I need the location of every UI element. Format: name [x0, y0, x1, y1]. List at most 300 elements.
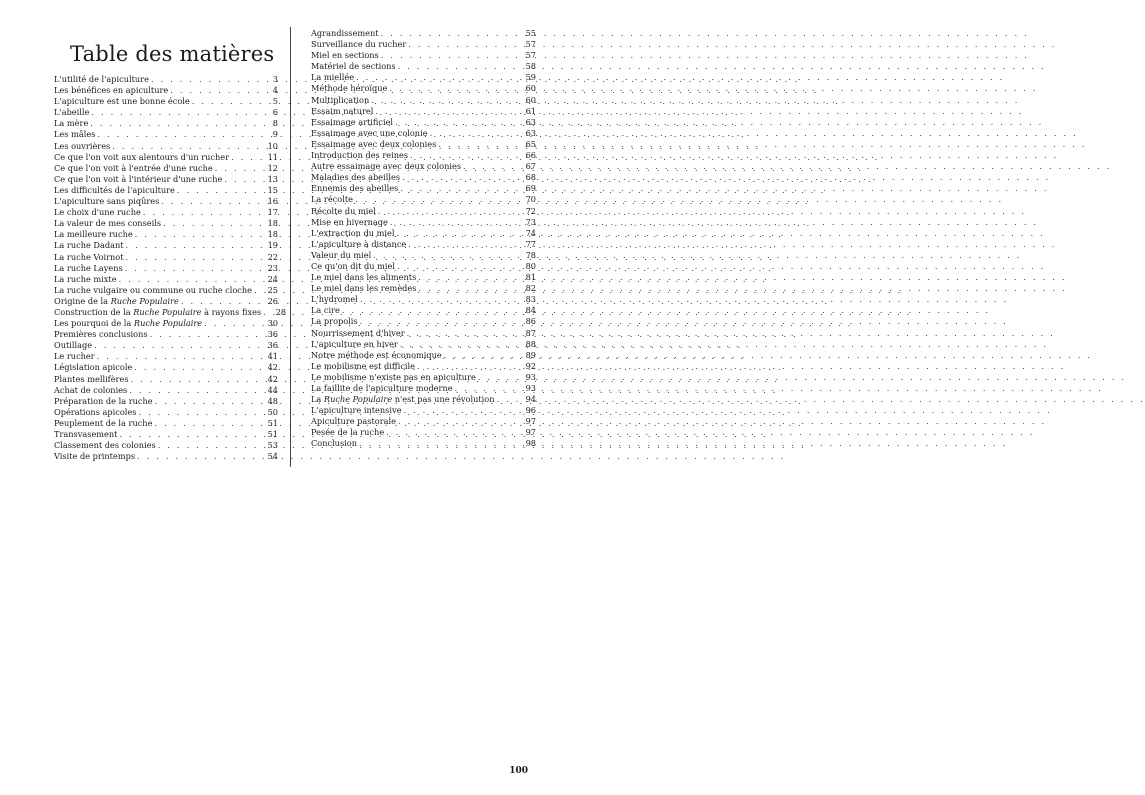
- toc-entry: [54, 451, 278, 462]
- toc-entry-title: Classement des colonies: [54, 440, 156, 451]
- dot-leader: [137, 451, 261, 462]
- toc-entry-page: 23: [267, 262, 278, 273]
- toc-entry: [54, 107, 278, 118]
- toc-entry-page: 42: [267, 362, 278, 373]
- toc-entry-title: La cire: [311, 305, 340, 316]
- toc-entry-page: 15: [267, 184, 278, 195]
- toc-entry: [54, 229, 278, 240]
- toc-entry-page: 18: [267, 218, 278, 229]
- dot-leader: [155, 396, 261, 407]
- dot-leader: [126, 240, 261, 251]
- toc-entry: [311, 372, 536, 383]
- toc-entry-page: 30: [267, 318, 278, 329]
- dot-leader: [181, 296, 261, 307]
- toc-entry: [311, 239, 536, 250]
- toc-entry: [54, 274, 278, 285]
- dot-leader: [410, 150, 519, 161]
- dot-leader: [408, 39, 519, 50]
- dot-leader: [170, 85, 261, 96]
- dot-leader: [254, 285, 261, 296]
- toc-entry-title: Ce qu'on dit du miel: [311, 260, 395, 271]
- toc-entry: [311, 139, 536, 150]
- toc-entry: [54, 152, 278, 163]
- toc-entry: [311, 50, 536, 61]
- dot-leader: [97, 129, 261, 140]
- toc-entry-page: 22: [267, 251, 278, 262]
- toc-entry-page: 48: [267, 395, 278, 406]
- toc-entry-page: 93: [525, 371, 536, 382]
- toc-entry-page: 41: [267, 351, 278, 362]
- toc-entry-page: 97: [525, 416, 536, 427]
- toc-entry: [311, 405, 536, 416]
- toc-entry-title: Essaim naturel: [311, 105, 374, 116]
- toc-entry-page: 18: [267, 229, 278, 240]
- dot-leader: [444, 350, 519, 361]
- toc-entry-title: Miel en sections: [311, 50, 379, 61]
- toc-entry: [311, 106, 536, 117]
- dot-leader: [389, 83, 519, 94]
- toc-entry-title: La récolte: [311, 194, 353, 205]
- dot-leader: [375, 106, 519, 117]
- toc-entry-page: 70: [525, 194, 536, 205]
- toc-entry-page: 82: [525, 283, 536, 294]
- toc-entry-page: 36: [267, 329, 278, 340]
- toc-entry: [311, 161, 536, 172]
- dot-leader: [90, 118, 261, 129]
- toc-entry-page: 72: [525, 205, 536, 216]
- dot-leader: [463, 161, 519, 172]
- dot-leader: [390, 217, 519, 228]
- toc-entry-title: Autre essaimage avec deux colonies: [311, 161, 462, 172]
- toc-entry: [54, 252, 278, 263]
- toc-entry-page: 51: [267, 417, 278, 428]
- toc-entry-title: Les mâles: [54, 129, 96, 140]
- toc-entry-title: Méthode héroïque: [311, 83, 388, 94]
- toc-entry: [311, 283, 536, 294]
- toc-entry: [54, 163, 278, 174]
- toc-entry: [54, 340, 278, 351]
- toc-entry-title: La miellée: [311, 72, 355, 83]
- italic-title: Ruche Populaire: [323, 394, 393, 405]
- dot-leader: [129, 385, 261, 396]
- toc-entry-title: Mise en hivernage: [311, 216, 388, 227]
- toc-entry: [54, 285, 278, 296]
- toc-entry-page: 65: [525, 138, 536, 149]
- toc-entry-title: Peuplement de la ruche: [54, 417, 153, 428]
- toc-entry-title: L'extraction du miel: [311, 227, 395, 238]
- toc-entry: [311, 183, 536, 194]
- toc-entry-page: 24: [267, 273, 278, 284]
- toc-entry-page: 66: [525, 150, 536, 161]
- toc-entry-page: 84: [525, 305, 536, 316]
- dot-leader: [154, 418, 261, 429]
- toc-entry-title: Construction de la Ruche Populaire à rayons fixes: [54, 306, 262, 317]
- toc-entry-title: Plantes mellifères: [54, 373, 129, 384]
- dot-leader: [134, 362, 261, 373]
- toc-entry-title: Essaimage artificiel: [311, 116, 394, 127]
- toc-entry-page: 98: [525, 438, 536, 449]
- dot-leader: [204, 318, 261, 329]
- dot-leader: [408, 239, 519, 250]
- dot-leader: [119, 429, 261, 440]
- toc-entry-title: Essaimage avec deux colonies: [311, 138, 437, 149]
- toc-entry-page: 59: [525, 72, 536, 83]
- toc-entry-page: 25: [267, 284, 278, 295]
- toc-entry-title: La faillite de l'apiculture moderne: [311, 383, 453, 393]
- toc-entry-page: 61: [525, 105, 536, 116]
- toc-entry-title: L'apiculture intensive: [311, 405, 402, 416]
- toc-list-left: [54, 74, 287, 462]
- toc-entry: [54, 407, 278, 418]
- toc-entry: [311, 206, 536, 217]
- dot-leader: [135, 229, 261, 240]
- toc-entry-page: 28: [275, 306, 287, 317]
- dot-leader: [177, 185, 261, 196]
- toc-entry: [311, 438, 536, 449]
- toc-entry-page: 63: [525, 116, 536, 127]
- toc-entry-page: 86: [525, 316, 536, 327]
- dot-leader: [163, 218, 261, 229]
- dot-leader: [378, 206, 519, 217]
- toc-entry: [311, 228, 536, 239]
- toc-entry-page: 83: [525, 294, 536, 305]
- dot-leader: [342, 305, 519, 316]
- dot-leader: [386, 427, 519, 438]
- toc-entry-title: La ruche Layens: [54, 262, 123, 273]
- toc-entry: [311, 117, 536, 128]
- toc-list-right: [311, 28, 536, 450]
- toc-entry: [54, 429, 278, 440]
- dot-leader: [430, 128, 519, 139]
- toc-entry-title: Multiplication: [311, 94, 370, 105]
- toc-entry: [311, 194, 536, 205]
- toc-entry-page: 54: [267, 451, 278, 462]
- toc-entry: [54, 263, 278, 274]
- toc-entry-title: La ruche Dadant: [54, 240, 124, 251]
- dot-leader: [373, 250, 519, 261]
- toc-entry: [311, 350, 536, 361]
- toc-entry-title: L'hydromel: [311, 294, 358, 305]
- dot-leader: [400, 183, 519, 194]
- toc-entry-title: La Ruche Populaire n'est pas une révolution: [311, 394, 495, 405]
- toc-entry-title: Préparation de la ruche: [54, 395, 153, 406]
- toc-entry-page: 36: [267, 340, 278, 351]
- toc-entry-page: 57: [525, 39, 536, 50]
- dot-leader: [397, 261, 519, 272]
- toc-entry-title: Surveillance du rucher: [311, 39, 407, 50]
- dot-leader: [398, 61, 519, 72]
- toc-entry-title: Essaimage avec une colonie: [311, 127, 428, 138]
- toc-right-column: [311, 28, 536, 450]
- dot-leader: [143, 207, 261, 218]
- toc-entry-title: Le mobilisme est difficile: [311, 360, 415, 371]
- toc-entry-page: 55: [525, 28, 536, 38]
- page-number: 100: [509, 766, 528, 776]
- toc-entry-title: La ruche Voirnot: [54, 251, 124, 262]
- toc-entry: [311, 427, 536, 438]
- toc-entry-page: 74: [525, 227, 536, 238]
- toc-entry-page: 69: [525, 183, 536, 194]
- toc-entry-title: Visite de printemps: [54, 451, 136, 462]
- dot-leader: [94, 340, 261, 351]
- toc-entry-title: L'apiculture sans piqûres: [54, 196, 160, 207]
- toc-entry-page: 73: [525, 216, 536, 227]
- toc-entry-title: Le miel dans les aliments: [311, 272, 417, 283]
- toc-entry-page: 16: [267, 196, 278, 207]
- toc-entry: [54, 96, 278, 107]
- toc-entry-title: Outillage: [54, 340, 93, 351]
- toc-entry: [54, 218, 278, 229]
- italic-title: Ruche Populaire: [110, 295, 179, 306]
- toc-entry: [311, 128, 536, 139]
- toc-entry-title: Ennemis des abeilles: [311, 183, 399, 194]
- toc-entry-page: 88: [525, 338, 536, 349]
- toc-entry-title: Achat de colonies: [54, 384, 128, 395]
- toc-entry: [311, 272, 536, 283]
- toc-entry: [54, 74, 278, 85]
- toc-entry-title: La ruche vulgaire ou commune ou ruche cloche: [54, 284, 253, 295]
- toc-entry-page: 80: [525, 260, 536, 271]
- toc-entry-title: Le miel dans les remèdes: [311, 283, 417, 294]
- toc-entry-page: 67: [525, 161, 536, 172]
- toc-entry: [311, 261, 536, 272]
- toc-entry: [54, 440, 278, 451]
- toc-entry: [311, 339, 536, 350]
- toc-entry-page: 97: [525, 427, 536, 438]
- toc-entry-title: Les difficultés de l'apiculture: [54, 184, 175, 195]
- toc-entry: [54, 362, 278, 373]
- toc-entry-page: 77: [525, 238, 536, 249]
- toc-entry-page: 81: [525, 272, 536, 283]
- dot-leader: [360, 316, 519, 327]
- toc-entry: [54, 418, 278, 429]
- toc-entry-title: Valeur du miel: [311, 249, 372, 260]
- toc-entry-page: 78: [525, 249, 536, 260]
- dot-leader: [398, 416, 519, 427]
- dot-leader: [263, 307, 269, 318]
- toc-entry-title: Notre méthode est économique: [311, 349, 442, 360]
- toc-entry-page: 9: [272, 129, 278, 140]
- dot-leader: [417, 361, 519, 372]
- toc-entry-title: L'utilité de l'apiculture: [54, 74, 149, 84]
- toc-entry-page: 87: [525, 327, 536, 338]
- toc-entry-title: Opérations apicoles: [54, 406, 137, 417]
- dot-leader: [126, 252, 261, 263]
- toc-entry-title: La propolis: [311, 316, 358, 327]
- toc-entry-page: 51: [267, 429, 278, 439]
- toc-entry-page: 60: [525, 83, 536, 94]
- column-divider: [290, 27, 291, 467]
- toc-entry-title: Apiculture pastorale: [311, 416, 396, 427]
- dot-leader: [355, 194, 519, 205]
- toc-entry: [311, 328, 536, 339]
- toc-entry: [54, 118, 278, 129]
- dot-leader: [381, 28, 519, 39]
- dot-leader: [359, 438, 519, 449]
- toc-entry-page: 42: [267, 373, 278, 384]
- dot-leader: [400, 339, 519, 350]
- toc-entry: [311, 61, 536, 72]
- toc-entry-title: L'abeille: [54, 107, 90, 118]
- dot-leader: [371, 95, 519, 106]
- toc-entry-title: Récolte du miel: [311, 205, 376, 216]
- toc-entry: [311, 294, 536, 305]
- toc-entry: [54, 129, 278, 140]
- toc-entry: [54, 207, 278, 218]
- dot-leader: [151, 74, 261, 85]
- dot-leader: [97, 351, 261, 362]
- toc-entry-page: 60: [525, 94, 536, 105]
- toc-entry-title: Les bénéfices en apiculture: [54, 85, 169, 96]
- toc-page: [0, 0, 562, 795]
- toc-entry-page: 63: [525, 127, 536, 138]
- toc-entry: [54, 174, 278, 185]
- toc-entry: [311, 150, 536, 161]
- toc-entry: [311, 28, 536, 39]
- toc-entry: [54, 85, 278, 96]
- dot-leader: [192, 96, 261, 107]
- toc-entry-page: 93: [525, 383, 536, 393]
- toc-entry-title: Le rucher: [54, 351, 95, 362]
- dot-leader: [455, 383, 519, 394]
- toc-entry-title: L'apiculture à distance: [311, 238, 407, 249]
- toc-entry-title: Le mobilisme n'existe pas en apiculture: [311, 371, 476, 382]
- toc-entry-title: Origine de la Ruche Populaire: [54, 295, 179, 306]
- dot-leader: [402, 172, 519, 183]
- toc-entry: [311, 83, 536, 94]
- toc-entry-page: 50: [267, 406, 278, 417]
- toc-entry: [311, 416, 536, 427]
- toc-entry-page: 26: [267, 295, 278, 306]
- dot-leader: [215, 163, 261, 174]
- toc-entry-page: 96: [525, 405, 536, 416]
- toc-entry-page: 68: [525, 172, 536, 183]
- toc-entry-page: 92: [525, 360, 536, 371]
- dot-leader: [131, 374, 261, 385]
- toc-entry-title: La meilleure ruche: [54, 229, 133, 240]
- dot-leader: [360, 294, 519, 305]
- dot-leader: [119, 274, 261, 285]
- toc-entry: [311, 394, 536, 405]
- dot-leader: [356, 72, 519, 83]
- toc-entry-title: Agrandissement: [311, 28, 379, 38]
- toc-entry-page: 44: [267, 384, 278, 395]
- dot-leader: [161, 196, 261, 207]
- toc-entry-title: Les pourquoi de la Ruche Populaire: [54, 318, 203, 329]
- dot-leader: [112, 141, 261, 152]
- toc-entry: [311, 217, 536, 228]
- toc-entry-page: 94: [525, 394, 536, 405]
- page-title: Table des matières: [70, 42, 275, 66]
- toc-entry-title: Les ouvrières: [54, 140, 111, 151]
- toc-entry-title: Ce que l'on voit à l'entrée d'une ruche: [54, 162, 213, 173]
- toc-entry: [54, 196, 278, 207]
- toc-entry-page: 89: [525, 349, 536, 360]
- toc-entry-page: 5: [272, 96, 278, 107]
- dot-leader: [125, 263, 261, 274]
- toc-entry: [311, 250, 536, 261]
- toc-entry-title: Ce que l'on voit aux alentours d'un rucher: [54, 151, 230, 162]
- dot-leader: [496, 394, 519, 405]
- dot-leader: [381, 50, 519, 61]
- toc-entry-title: Ce que l'on voit à l'intérieur d'une ruche: [54, 173, 223, 184]
- dot-leader: [403, 405, 519, 416]
- toc-entry-page: 3: [272, 74, 278, 84]
- toc-entry: [54, 351, 278, 362]
- toc-entry-title: Nourrissement d'hiver: [311, 327, 405, 338]
- toc-entry-title: L'apiculture est une bonne école: [54, 96, 190, 107]
- toc-entry: [54, 240, 278, 251]
- toc-entry-page: 19: [267, 240, 278, 251]
- toc-entry-title: Maladies des abeilles: [311, 172, 401, 183]
- toc-entry-title: Conclusion: [311, 438, 357, 449]
- dot-leader: [418, 272, 519, 283]
- dot-leader: [91, 107, 261, 118]
- toc-entry-title: La valeur de mes conseils: [54, 218, 162, 229]
- toc-entry: [311, 172, 536, 183]
- toc-entry: [311, 39, 536, 50]
- toc-entry-page: 13: [267, 173, 278, 184]
- toc-entry-title: Transvasement: [54, 429, 118, 439]
- toc-entry-page: 6: [272, 107, 278, 118]
- toc-entry-title: Législation apicole: [54, 362, 133, 373]
- toc-entry: [54, 306, 287, 318]
- toc-entry: [54, 296, 278, 307]
- toc-entry: [54, 141, 278, 152]
- toc-entry-title: La ruche mixte: [54, 273, 117, 284]
- toc-entry: [54, 374, 278, 385]
- toc-entry-page: 12: [267, 162, 278, 173]
- toc-entry: [311, 305, 536, 316]
- toc-entry-page: 10: [267, 140, 278, 151]
- toc-entry-title: L'apiculture en hiver: [311, 338, 398, 349]
- toc-left-column: [54, 42, 287, 462]
- italic-title: Ruche Populaire: [133, 318, 203, 329]
- dot-leader: [397, 228, 520, 239]
- toc-entry-title: Pesée de la ruche: [311, 427, 385, 438]
- toc-entry-title: Premières conclusions: [54, 329, 148, 340]
- dot-leader: [478, 372, 519, 383]
- toc-entry: [54, 396, 278, 407]
- toc-entry: [311, 72, 536, 83]
- toc-entry: [311, 95, 536, 106]
- toc-entry-page: 17: [267, 207, 278, 218]
- toc-entry-page: 53: [267, 440, 278, 451]
- toc-entry-page: 57: [525, 50, 536, 61]
- toc-entry-page: 58: [525, 61, 536, 72]
- toc-entry: [311, 361, 536, 372]
- dot-leader: [231, 152, 261, 163]
- dot-leader: [438, 139, 519, 150]
- toc-entry: [54, 185, 278, 196]
- toc-entry-title: Matériel de sections: [311, 61, 396, 72]
- toc-entry: [54, 318, 278, 329]
- dot-leader: [224, 174, 261, 185]
- toc-entry-page: 11: [267, 151, 278, 162]
- dot-leader: [395, 117, 519, 128]
- dot-leader: [150, 329, 261, 340]
- toc-entry-title: La mère: [54, 118, 89, 129]
- toc-entry: [54, 329, 278, 340]
- toc-entry-page: 4: [272, 85, 278, 96]
- italic-title: Ruche Populaire: [133, 306, 202, 317]
- toc-entry-title: Le choix d'une ruche: [54, 207, 141, 218]
- dot-leader: [138, 407, 261, 418]
- dot-leader: [158, 440, 261, 451]
- toc-entry: [311, 383, 536, 394]
- dot-leader: [418, 283, 519, 294]
- toc-entry-title: Introduction des reines: [311, 150, 409, 161]
